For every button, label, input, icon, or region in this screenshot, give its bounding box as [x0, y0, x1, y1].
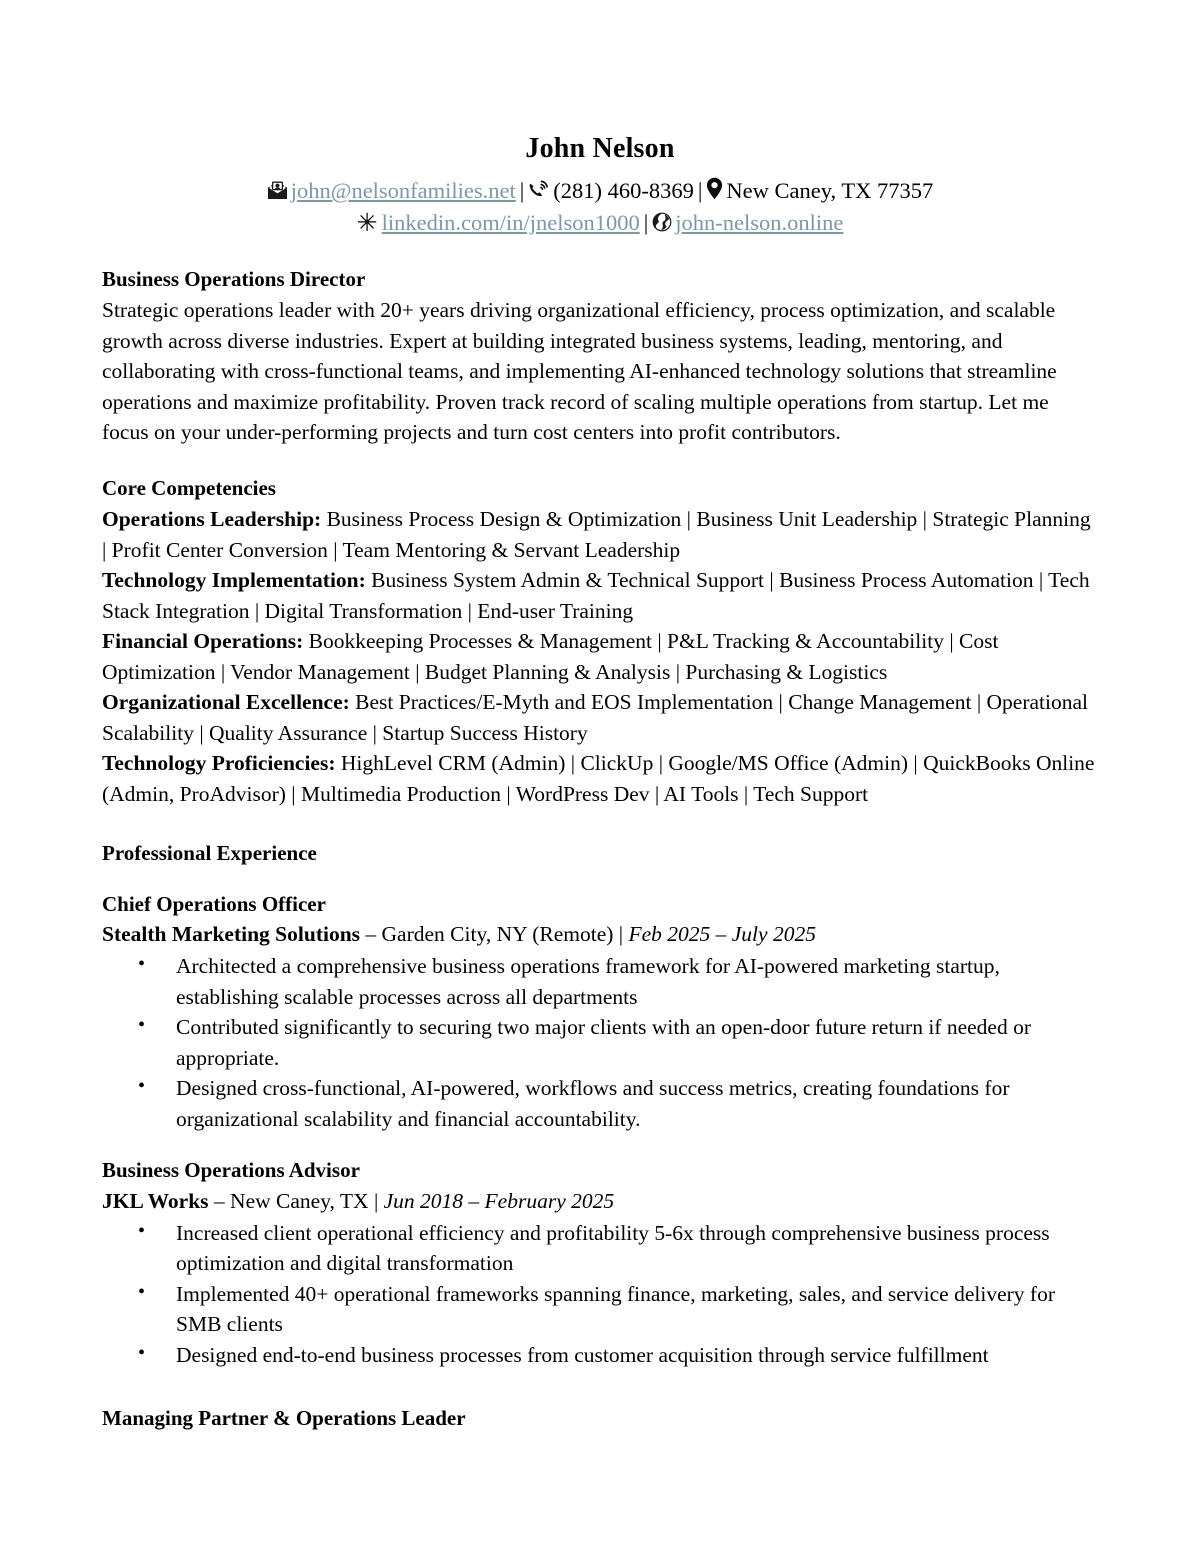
page-title: John Nelson: [525, 133, 675, 164]
job-dates: Jun 2018 – February 2025: [383, 1188, 615, 1213]
company-name: Stealth Marketing Solutions: [102, 922, 361, 947]
competency-value: Best Practices/E-Myth and EOS Implementation | Change Management | Operational Scalability | Quality Assurance | Startup Success History: [102, 690, 1089, 745]
competency-label: Operations Leadership:: [102, 507, 322, 532]
list-item: • Architected a comprehensive business operations framework for AI-powered marketing startup, establishing scalable processes across all departments: [102, 951, 1098, 1012]
competency-value: Business System Admin & Technical Support | Business Process Automation | Tech Stack Integration | Digital Transformation | End-user Training: [102, 568, 1090, 623]
envelope-icon: [267, 181, 288, 200]
contact-line-primary: [102, 175, 1098, 207]
list-item: • Implemented 40+ operational frameworks spanning finance, marketing, sales, and service delivery for SMB clients: [102, 1279, 1098, 1340]
competency-item: [102, 748, 1098, 809]
experience-entry: [102, 1156, 1098, 1370]
job-location: – New Caney, TX |: [208, 1188, 384, 1213]
competency-item: [102, 504, 1098, 565]
summary-heading: Business Operations Director: [102, 266, 366, 291]
job-title: Chief Operations Officer: [102, 891, 326, 916]
summary-text: Strategic operations leader with 20+ years driving organizational efficiency, process optimization, and scalable growth across diverse industries. Expert at building integrated business systems, leading, mentoring, and collaborating with cross-functional teams, and implementing AI-enhanced technology solutions that streamline operations and maximize profitability. Proven track record of scaling multiple operations from startup. Let me focus on your under-performing projects and turn cost centers into profit contributors.: [102, 298, 1057, 445]
competency-value: Business Process Design & Optimization | Business Unit Leadership | Strategic Planning | Profit Center Conversion | Team Mentoring & Servant Leadership: [102, 507, 1091, 562]
job-title: Business Operations Advisor: [102, 1158, 360, 1183]
list-item: • Contributed significantly to securing two major clients with an open-door future return if needed or appropriate.: [102, 1012, 1098, 1073]
competency-value: HighLevel CRM (Admin) | ClickUp | Google/MS Office (Admin) | QuickBooks Online (Admin, ProAdvisor) | Multimedia Production | WordPress Dev | AI Tools | Tech Support: [102, 751, 1095, 806]
location-pin-icon: [706, 177, 723, 200]
core-competencies-section: [102, 474, 1098, 810]
summary-section: [102, 265, 1098, 448]
list-item: • Increased client operational efficiency and profitability 5-6x through comprehensive business process optimization and digital transformation: [102, 1218, 1098, 1279]
website-link[interactable]: john-nelson.online: [675, 209, 844, 235]
competency-value: Bookkeeping Processes & Management | P&L Tracking & Accountability | Cost Optimization | Vendor Management | Budget Planning & Analysis | Purchasing & Logistics: [102, 629, 999, 684]
phone-icon: [528, 180, 550, 200]
competency-label: Technology Implementation:: [102, 568, 366, 593]
competency-label: Financial Operations:: [102, 629, 304, 654]
experience-heading: Professional Experience: [102, 841, 317, 866]
list-item: • Designed end-to-end business processes from customer acquisition through service fulfillment: [102, 1340, 1098, 1371]
contact-separator: |: [643, 209, 649, 235]
competency-item: [102, 565, 1098, 626]
contact-line-secondary: [102, 207, 1098, 239]
linkedin-link[interactable]: linkedin.com/in/jnelson1000: [381, 209, 640, 235]
location-text: New Caney, TX 77357: [726, 178, 934, 204]
job-location: – Garden City, NY (Remote) |: [360, 922, 629, 947]
asterisk-star-icon: ✳: [356, 207, 378, 237]
experience-entry: [102, 890, 1098, 1135]
phone-number: (281) 460-8369: [553, 178, 694, 204]
job-bullet-list: [102, 1218, 1098, 1371]
competency-item: [102, 626, 1098, 687]
job-title: Managing Partner & Operations Leader: [102, 1406, 466, 1431]
experience-section: [102, 839, 1098, 1433]
job-dates: Feb 2025 – July 2025: [628, 922, 816, 947]
competency-label: Technology Proficiencies:: [102, 751, 336, 776]
job-meta: [102, 1186, 1098, 1216]
globe-icon: [652, 212, 672, 232]
job-meta: [102, 919, 1098, 949]
competency-item: [102, 687, 1098, 748]
competency-label: Organizational Excellence:: [102, 690, 350, 715]
contact-separator: |: [519, 178, 525, 204]
job-bullet-list: [102, 951, 1098, 1134]
email-link[interactable]: john@nelsonfamilies.net: [290, 178, 516, 204]
company-name: JKL Works: [102, 1188, 209, 1213]
contact-separator: |: [697, 178, 703, 204]
list-item: • Designed cross-functional, AI-powered, workflows and success metrics, creating foundations for organizational scalability and financial accountability.: [102, 1073, 1098, 1134]
core-competencies-heading: Core Competencies: [102, 475, 276, 500]
